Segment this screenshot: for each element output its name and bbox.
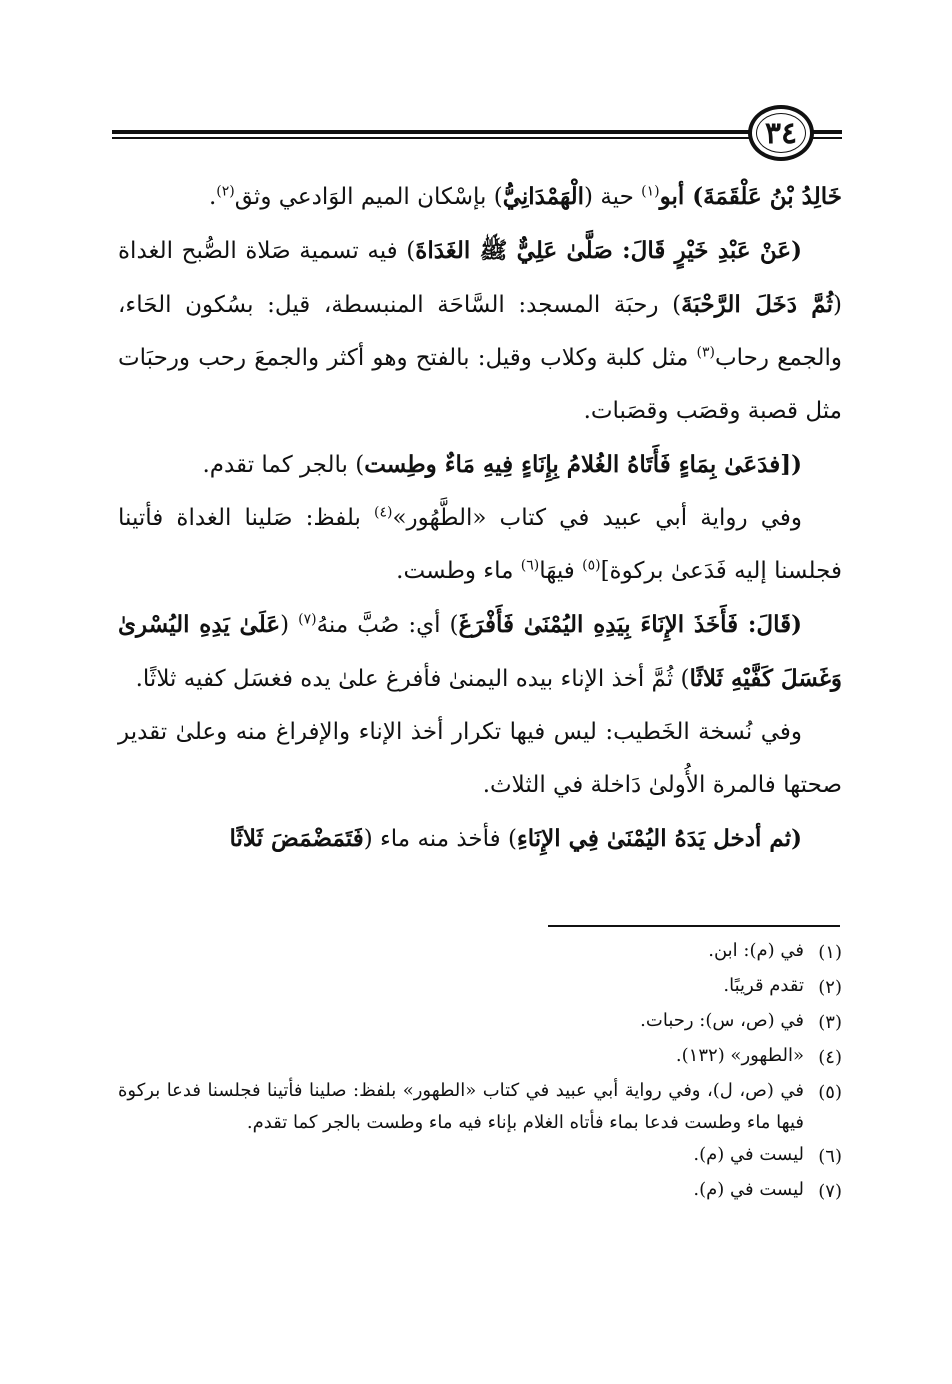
main-text bbox=[118, 170, 842, 866]
footnote-ref: (٤) bbox=[373, 504, 393, 521]
commentary-text: ) بإسْكان الميم الوَادعي وثق bbox=[234, 184, 503, 210]
footnote-text: تقدم قريبًا. bbox=[723, 975, 804, 996]
footnote bbox=[118, 935, 842, 970]
quoted-hadith-text: فَتَمَضْمَضَ ثَلاثًا bbox=[229, 825, 364, 852]
footnote bbox=[118, 1005, 842, 1040]
footnote-number: (٤) bbox=[818, 1047, 842, 1068]
commentary-text: وفي رواية أبي عبيد في كتاب «الطَّهُور» bbox=[392, 505, 802, 531]
footnote-ref: (٦) bbox=[520, 557, 540, 574]
commentary-text: بلفظ: صَلينا الغداة فأتينا فجلسنا إليه فَدَعىٰ بركوة] bbox=[118, 505, 842, 584]
page-header bbox=[112, 100, 842, 170]
footnote-ref: (٥) bbox=[582, 557, 601, 574]
paragraph bbox=[118, 224, 842, 438]
quoted-hadith-text: الْهَمْدَانِيُّ bbox=[502, 183, 585, 210]
footnotes bbox=[118, 935, 842, 1209]
header-rule bbox=[112, 130, 842, 134]
commentary-text: فيهَا bbox=[539, 558, 583, 584]
commentary-text: . bbox=[208, 184, 217, 210]
footnote-number: (٣) bbox=[818, 1012, 842, 1033]
quoted-hadith-text: ([فدَعَىٰ بِمَاءٍ فَأَتَاهُ الغُلامُ بِإِنَاءٍ فِيهِ مَاءٌ وطِست bbox=[364, 451, 802, 478]
commentary-text: ( bbox=[280, 612, 299, 638]
paragraph bbox=[118, 170, 842, 224]
quoted-hadith-text: (ثم أدخل يَدَهُ اليُمْنَىٰ فِي الإِنَاءِ bbox=[516, 825, 802, 852]
quoted-hadith-text: ثُمَّ دَخَلَ الرَّحْبَةَ bbox=[681, 291, 834, 318]
paragraph bbox=[118, 812, 842, 866]
commentary-text: مثل كلبة وكلاب وقيل: بالفتح وهو أكثر والجمعَ رحب ورحبَات مثل قصبة وقصَب وقصَبات. bbox=[118, 345, 842, 424]
header-rule-thin bbox=[112, 137, 842, 139]
quoted-hadith-text: (قَالَ: فَأَخَذَ الإِنَاءَ بِيَدِهِ اليُمْنَىٰ فَأَفْرَغَ bbox=[458, 611, 802, 638]
quoted-hadith-text: (عَنْ عَبْدِ خَيْرٍ قَالَ: صَلَّىٰ عَلِيٌّ ﷺ الغَدَاةَ bbox=[415, 237, 802, 264]
footnote-ref: (٣) bbox=[696, 344, 715, 361]
commentary-text: ) فأخذ منه ماء ( bbox=[363, 826, 517, 852]
page-number: ٣٤ bbox=[764, 115, 798, 151]
footnote-text: في (ص، ل)، وفي رواية أبي عبيد في كتاب «الطهور» بلفظ: صلينا فأتينا فجلسنا فدعا بركوة فيها ماء وطست فدعا بماء فأتاه الغلام بإناء فيه ماء وطست بالجر كما تقدم. bbox=[118, 1080, 804, 1133]
footnote-number: (١) bbox=[818, 942, 842, 963]
paragraph bbox=[118, 492, 842, 598]
quoted-hadith-text: خَالِدُ بْنُ عَلْقَمَةَ) أبو bbox=[659, 183, 842, 210]
footnote-text: في (ص، س): رحبات. bbox=[640, 1010, 804, 1031]
footnote-number: (٥) bbox=[818, 1082, 842, 1103]
footnote-text: ليست في (م). bbox=[693, 1144, 804, 1165]
footnote-text: في (م): ابن. bbox=[708, 940, 804, 961]
footnote bbox=[118, 1075, 842, 1139]
footnote-ref: (١) bbox=[641, 183, 660, 200]
footnote-ref: (٧) bbox=[298, 611, 317, 628]
footnote-number: (٦) bbox=[818, 1146, 842, 1167]
footnote-number: (٧) bbox=[818, 1181, 842, 1202]
footnote bbox=[118, 970, 842, 1005]
footnote bbox=[118, 1139, 842, 1174]
commentary-text: ) فيه تسمية صَلاة الصُّبح الغداة ( bbox=[118, 238, 842, 318]
commentary-text: وفي نُسخة الخَطيب: ليس فيها تكرار أخذ الإناء والإفراغ منه وعلىٰ تقدير صحتها فالمرة الأُولىٰ دَاخلة في الثلاث. bbox=[118, 719, 842, 798]
commentary-text: ) أي: صُبَّ منهُ bbox=[316, 612, 459, 638]
footnote-text: «الطهور» (١٣٢). bbox=[675, 1045, 804, 1066]
paragraph bbox=[118, 706, 842, 812]
footnote-separator bbox=[548, 925, 840, 927]
paragraph bbox=[118, 438, 842, 492]
paragraph bbox=[118, 598, 842, 706]
page-number-medallion bbox=[748, 105, 814, 161]
footnote-number: (٢) bbox=[818, 977, 842, 998]
footnote bbox=[118, 1040, 842, 1075]
commentary-text: ) بالجر كما تقدم. bbox=[202, 452, 365, 478]
footnote bbox=[118, 1174, 842, 1209]
commentary-text: حية ( bbox=[584, 184, 642, 210]
commentary-text: ) رحبَة المسجد: السَّاحَة المنبسطة، قيل: بسُكون الحَاء، والجمع رحاب bbox=[118, 292, 843, 371]
footnote-text: ليست في (م). bbox=[693, 1179, 804, 1200]
commentary-text: ) ثُمَّ أخذ الإناء بيده اليمنىٰ فأفرغ علىٰ يده فغسَل كفيه ثلاثًا. bbox=[135, 666, 690, 692]
quoted-hadith-text: عَلَىٰ يَدِهِ اليُسْرىٰ وَغَسَلَ كَفَّيْهِ ثَلاثًا bbox=[118, 611, 842, 692]
footnote-ref: (٢) bbox=[216, 183, 235, 200]
commentary-text: ماء وطست. bbox=[396, 558, 521, 584]
